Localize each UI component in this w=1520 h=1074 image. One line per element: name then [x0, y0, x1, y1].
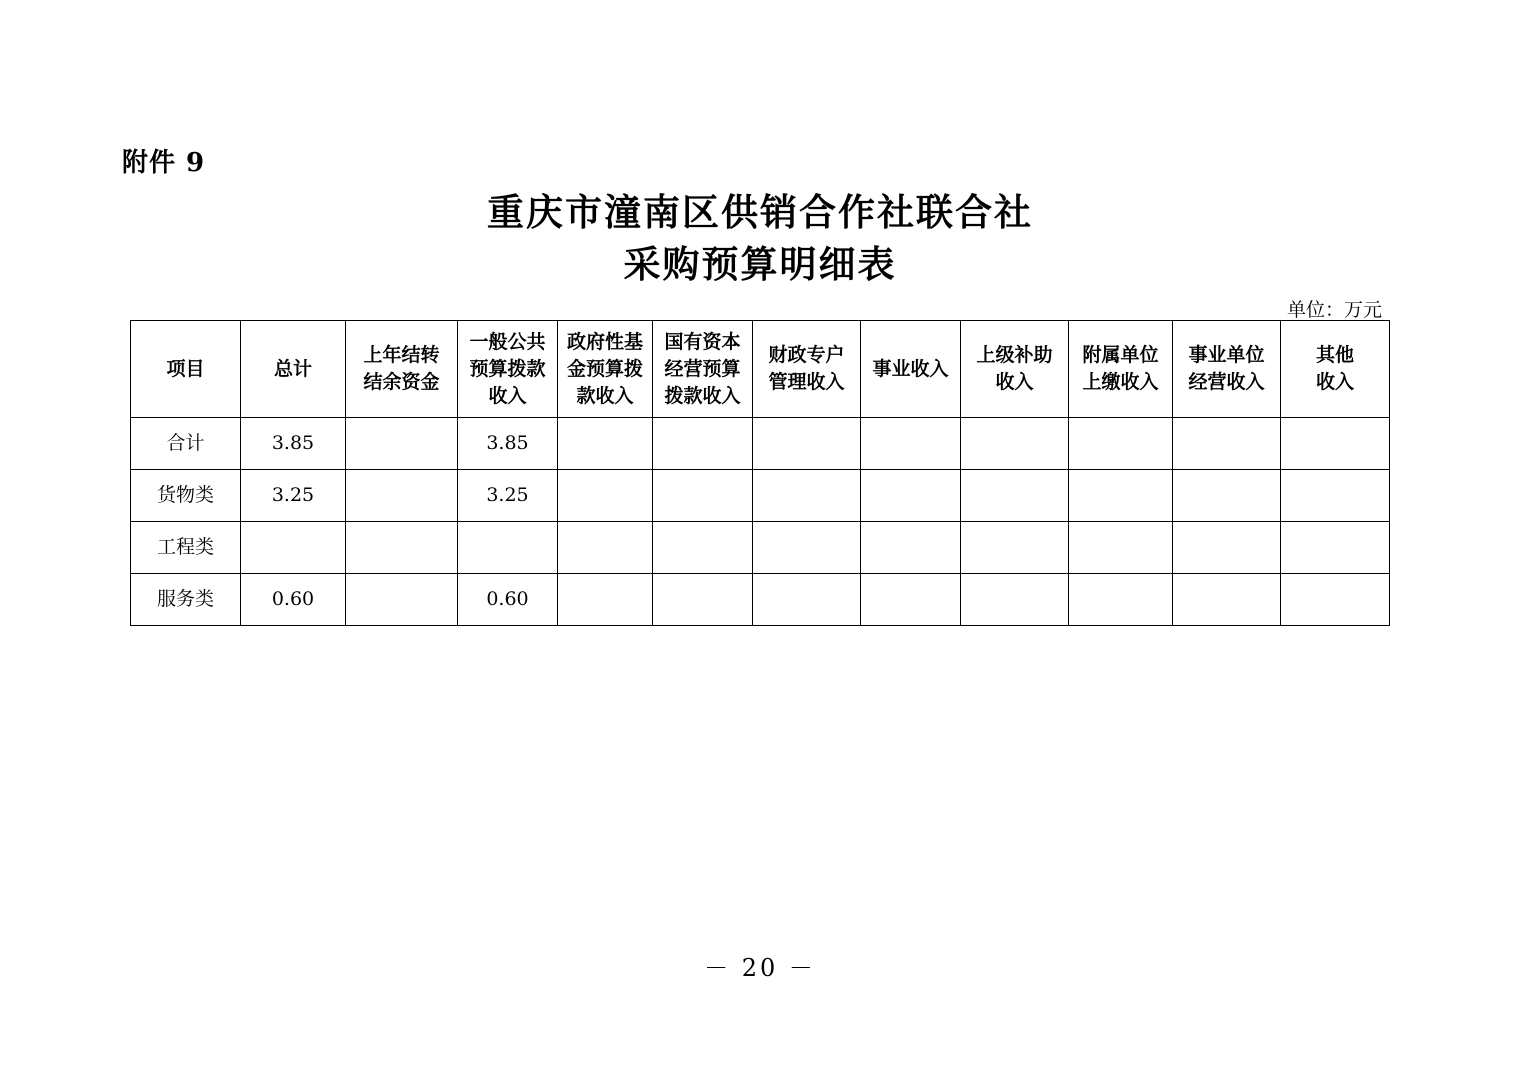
header-line: 预算拨款	[469, 357, 546, 380]
cell-state-capital-budget	[653, 418, 753, 470]
header-line: 政府性基	[566, 330, 643, 353]
column-header-gov-fund-budget	[558, 321, 653, 418]
column-header-institution-operating	[1173, 321, 1281, 418]
cell-gov-fund-budget	[558, 470, 653, 522]
cell-state-capital-budget	[653, 522, 753, 574]
procurement-budget-table	[130, 320, 1390, 626]
title-line-1: 重庆市潼南区供销合作社联合社	[487, 190, 1033, 234]
header-line: 经营预算	[664, 357, 741, 380]
table-header-row	[131, 321, 1390, 418]
attachment-label: 附件 9	[122, 148, 206, 178]
cell-general-public-budget: 3.25	[458, 470, 558, 522]
cell-superior-subsidy	[961, 470, 1069, 522]
column-header-carryover	[346, 321, 458, 418]
unit-note: 单位：万元	[1286, 299, 1382, 321]
cell-fiscal-account	[753, 470, 861, 522]
cell-subordinate-payment	[1069, 522, 1173, 574]
cell-carryover	[346, 418, 458, 470]
cell-institution-income	[861, 574, 961, 626]
cell-total: 0.60	[241, 574, 346, 626]
cell-subordinate-payment	[1069, 470, 1173, 522]
cell-institution-operating	[1173, 522, 1281, 574]
header-line: 款收入	[576, 384, 634, 407]
cell-gov-fund-budget	[558, 574, 653, 626]
cell-fiscal-account	[753, 574, 861, 626]
header-line: 其他	[1315, 344, 1354, 366]
header-line: 财政专户	[768, 344, 845, 366]
cell-subordinate-payment	[1069, 574, 1173, 626]
cell-fiscal-account	[753, 418, 861, 470]
cell-carryover	[346, 522, 458, 574]
cell-total: 3.25	[241, 470, 346, 522]
header-line: 经营收入	[1188, 371, 1265, 393]
header-line: 总计	[273, 357, 312, 380]
header-line: 项目	[166, 357, 205, 380]
column-header-total	[241, 321, 346, 418]
cell-other-income	[1281, 574, 1390, 626]
cell-other-income	[1281, 418, 1390, 470]
cell-general-public-budget: 0.60	[458, 574, 558, 626]
cell-institution-operating	[1173, 418, 1281, 470]
cell-state-capital-budget	[653, 470, 753, 522]
column-header-item	[131, 321, 241, 418]
cell-other-income	[1281, 522, 1390, 574]
page-title	[0, 186, 1520, 290]
cell-item: 货物类	[131, 470, 241, 522]
header-line: 拨款收入	[664, 384, 741, 407]
cell-gov-fund-budget	[558, 418, 653, 470]
header-line: 收入	[1315, 371, 1354, 393]
cell-total: 3.85	[241, 418, 346, 470]
header-line: 一般公共	[469, 330, 546, 353]
column-header-general-public-budget	[458, 321, 558, 418]
column-header-state-capital-budget	[653, 321, 753, 418]
column-header-fiscal-account	[753, 321, 861, 418]
page-number: － 20 －	[704, 954, 816, 982]
cell-institution-income	[861, 470, 961, 522]
header-line: 上级补助	[976, 344, 1053, 366]
cell-superior-subsidy	[961, 574, 1069, 626]
header-line: 收入	[488, 384, 527, 407]
cell-gov-fund-budget	[558, 522, 653, 574]
cell-carryover	[346, 574, 458, 626]
cell-general-public-budget	[458, 522, 558, 574]
header-line: 事业收入	[872, 357, 949, 380]
cell-subordinate-payment	[1069, 418, 1173, 470]
cell-institution-income	[861, 418, 961, 470]
cell-institution-operating	[1173, 470, 1281, 522]
cell-institution-income	[861, 522, 961, 574]
header-line: 管理收入	[768, 371, 845, 393]
header-line: 事业单位	[1188, 344, 1265, 366]
header-line: 上年结转	[363, 344, 440, 366]
column-header-other-income	[1281, 321, 1390, 418]
cell-total	[241, 522, 346, 574]
header-line: 金预算拨	[566, 357, 643, 380]
table-row	[131, 522, 1390, 574]
cell-item: 工程类	[131, 522, 241, 574]
cell-state-capital-budget	[653, 574, 753, 626]
column-header-subordinate-payment	[1069, 321, 1173, 418]
cell-fiscal-account	[753, 522, 861, 574]
column-header-institution-income	[861, 321, 961, 418]
header-line: 收入	[995, 371, 1034, 393]
cell-other-income	[1281, 470, 1390, 522]
cell-superior-subsidy	[961, 418, 1069, 470]
table-row	[131, 574, 1390, 626]
cell-general-public-budget: 3.85	[458, 418, 558, 470]
header-line: 国有资本	[664, 330, 741, 353]
cell-superior-subsidy	[961, 522, 1069, 574]
cell-item: 服务类	[131, 574, 241, 626]
cell-institution-operating	[1173, 574, 1281, 626]
cell-carryover	[346, 470, 458, 522]
header-line: 附属单位	[1082, 344, 1159, 366]
header-line: 结余资金	[363, 371, 440, 393]
table-row	[131, 418, 1390, 470]
cell-item: 合计	[131, 418, 241, 470]
header-line: 上缴收入	[1082, 371, 1159, 393]
title-line-2: 采购预算明细表	[623, 242, 897, 286]
column-header-superior-subsidy	[961, 321, 1069, 418]
table-row	[131, 470, 1390, 522]
